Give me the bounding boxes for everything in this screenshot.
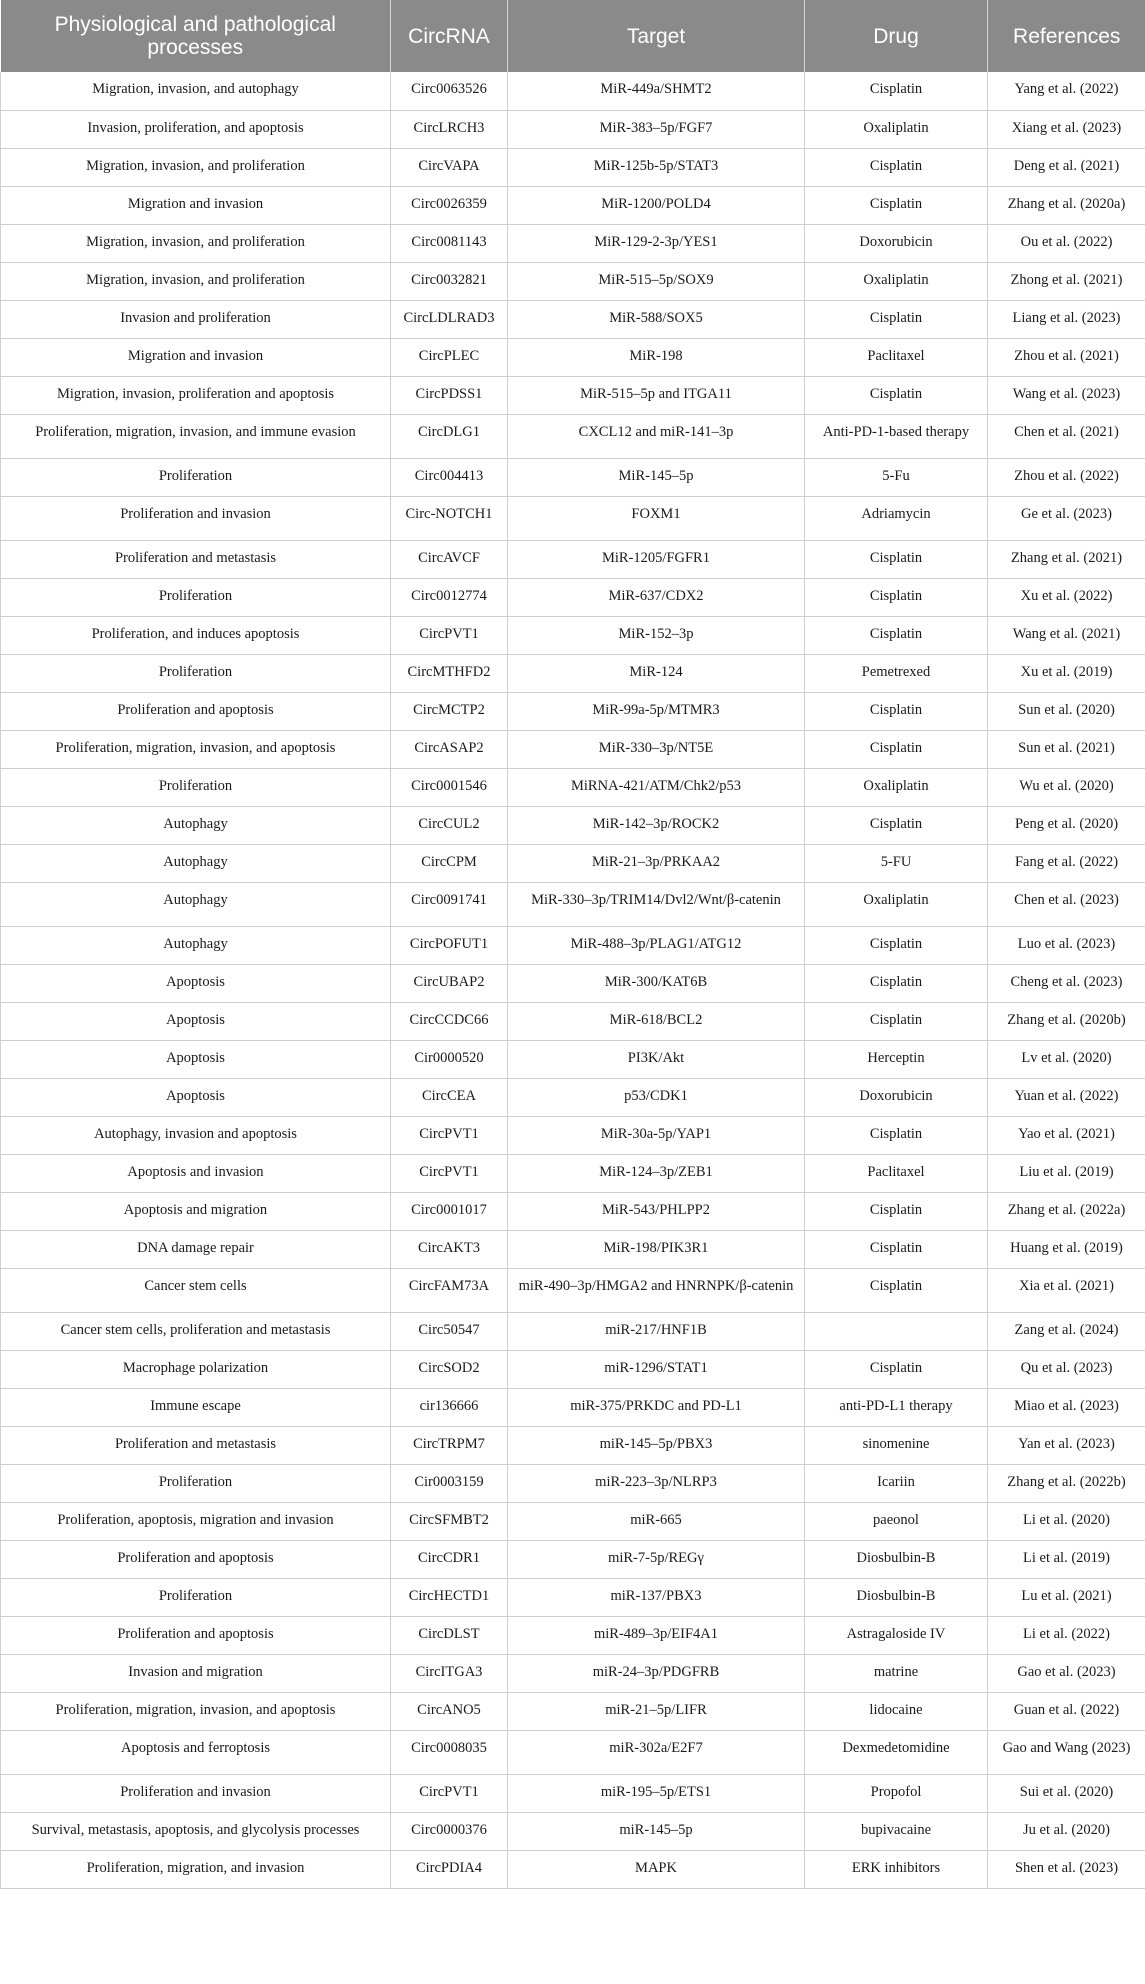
target-cell: MiR-125b-5p/STAT3 <box>508 148 805 186</box>
table-row <box>1 730 1145 768</box>
table-row <box>1 224 1145 262</box>
process-cell: Apoptosis and ferroptosis <box>1 1730 391 1774</box>
circrna-cell: CircASAP2 <box>391 730 508 768</box>
process-cell: Proliferation and invasion <box>1 1774 391 1812</box>
drug-cell: Paclitaxel <box>805 1154 988 1192</box>
process-cell: Proliferation <box>1 1578 391 1616</box>
target-cell: miR-665 <box>508 1502 805 1540</box>
circrna-cell: CircDLG1 <box>391 414 508 458</box>
reference-cell: Sun et al. (2021) <box>988 730 1145 768</box>
target-cell: miR-489–3p/EIF4A1 <box>508 1616 805 1654</box>
circrna-cell: CircLDLRAD3 <box>391 300 508 338</box>
circrna-cell: CircHECTD1 <box>391 1578 508 1616</box>
table-row <box>1 1350 1145 1388</box>
table-row <box>1 1116 1145 1154</box>
circrna-cell: Circ0000376 <box>391 1812 508 1850</box>
process-cell: Macrophage polarization <box>1 1350 391 1388</box>
drug-cell: Oxaliplatin <box>805 768 988 806</box>
table-row <box>1 1692 1145 1730</box>
circrna-cell: CircANO5 <box>391 1692 508 1730</box>
circrna-cell: CircPVT1 <box>391 1154 508 1192</box>
circrna-cell: CircAVCF <box>391 540 508 578</box>
table-row <box>1 110 1145 148</box>
circrna-cell: CircMTHFD2 <box>391 654 508 692</box>
target-cell: MiR-198/PIK3R1 <box>508 1230 805 1268</box>
drug-cell: Cisplatin <box>805 578 988 616</box>
target-cell: miR-195–5p/ETS1 <box>508 1774 805 1812</box>
target-cell: PI3K/Akt <box>508 1040 805 1078</box>
target-cell: miR-24–3p/PDGFRB <box>508 1654 805 1692</box>
circrna-cell: CircVAPA <box>391 148 508 186</box>
target-cell: MiR-515–5p and ITGA11 <box>508 376 805 414</box>
table-row <box>1 376 1145 414</box>
reference-cell: Lu et al. (2021) <box>988 1578 1145 1616</box>
header-processes: Physiological and pathological processes <box>1 0 391 72</box>
process-cell: Apoptosis and migration <box>1 1192 391 1230</box>
drug-cell: Adriamycin <box>805 496 988 540</box>
circrna-cell: Cir0003159 <box>391 1464 508 1502</box>
circrna-cell: CircCDR1 <box>391 1540 508 1578</box>
drug-cell: matrine <box>805 1654 988 1692</box>
process-cell: Proliferation and invasion <box>1 496 391 540</box>
target-cell: MiR-142–3p/ROCK2 <box>508 806 805 844</box>
circrna-cell: CircITGA3 <box>391 1654 508 1692</box>
drug-cell: Cisplatin <box>805 1268 988 1312</box>
table-row <box>1 1268 1145 1312</box>
table-row <box>1 458 1145 496</box>
process-cell: Proliferation, apoptosis, migration and invasion <box>1 1502 391 1540</box>
process-cell: Migration, invasion, and proliferation <box>1 148 391 186</box>
table-row <box>1 654 1145 692</box>
table-row <box>1 300 1145 338</box>
process-cell: Proliferation and apoptosis <box>1 1616 391 1654</box>
reference-cell: Zhou et al. (2021) <box>988 338 1145 376</box>
table-row <box>1 692 1145 730</box>
drug-cell: Cisplatin <box>805 1116 988 1154</box>
process-cell: Proliferation and apoptosis <box>1 692 391 730</box>
reference-cell: Liu et al. (2019) <box>988 1154 1145 1192</box>
drug-cell: bupivacaine <box>805 1812 988 1850</box>
process-cell: Autophagy <box>1 882 391 926</box>
drug-cell: Pemetrexed <box>805 654 988 692</box>
circrna-cell: CircAKT3 <box>391 1230 508 1268</box>
reference-cell: Fang et al. (2022) <box>988 844 1145 882</box>
target-cell: MiRNA-421/ATM/Chk2/p53 <box>508 768 805 806</box>
circrna-cell: CircPDSS1 <box>391 376 508 414</box>
process-cell: Autophagy <box>1 926 391 964</box>
drug-cell: Cisplatin <box>805 926 988 964</box>
drug-cell: Cisplatin <box>805 1192 988 1230</box>
reference-cell: Yao et al. (2021) <box>988 1116 1145 1154</box>
target-cell: MiR-383–5p/FGF7 <box>508 110 805 148</box>
reference-cell: Li et al. (2020) <box>988 1502 1145 1540</box>
table-row <box>1 1540 1145 1578</box>
circrna-cell: CircPOFUT1 <box>391 926 508 964</box>
header-row <box>1 0 1145 72</box>
circrna-cell: Circ0063526 <box>391 72 508 110</box>
table-row <box>1 1040 1145 1078</box>
target-cell: p53/CDK1 <box>508 1078 805 1116</box>
process-cell: Proliferation <box>1 768 391 806</box>
process-cell: Cancer stem cells <box>1 1268 391 1312</box>
reference-cell: Peng et al. (2020) <box>988 806 1145 844</box>
process-cell: Autophagy <box>1 844 391 882</box>
target-cell: MiR-588/SOX5 <box>508 300 805 338</box>
target-cell: miR-145–5p <box>508 1812 805 1850</box>
table-row <box>1 964 1145 1002</box>
reference-cell: Deng et al. (2021) <box>988 148 1145 186</box>
circrna-cell: CircLRCH3 <box>391 110 508 148</box>
target-cell: MAPK <box>508 1850 805 1888</box>
circrna-cell: CircMCTP2 <box>391 692 508 730</box>
target-cell: miR-21–5p/LIFR <box>508 1692 805 1730</box>
circrna-cell: Circ0008035 <box>391 1730 508 1774</box>
target-cell: CXCL12 and miR-141–3p <box>508 414 805 458</box>
process-cell: Autophagy, invasion and apoptosis <box>1 1116 391 1154</box>
target-cell: MiR-124 <box>508 654 805 692</box>
drug-cell <box>805 1312 988 1350</box>
table-row <box>1 578 1145 616</box>
drug-cell: Cisplatin <box>805 806 988 844</box>
circrna-cell: Circ0091741 <box>391 882 508 926</box>
process-cell: Apoptosis <box>1 1002 391 1040</box>
drug-cell: Cisplatin <box>805 1230 988 1268</box>
reference-cell: Shen et al. (2023) <box>988 1850 1145 1888</box>
reference-cell: Liang et al. (2023) <box>988 300 1145 338</box>
circrna-cell: cir136666 <box>391 1388 508 1426</box>
target-cell: MiR-1205/FGFR1 <box>508 540 805 578</box>
process-cell: Proliferation, migration, invasion, and immune evasion <box>1 414 391 458</box>
circrna-cell: CircPLEC <box>391 338 508 376</box>
drug-cell: lidocaine <box>805 1692 988 1730</box>
process-cell: Autophagy <box>1 806 391 844</box>
drug-cell: Propofol <box>805 1774 988 1812</box>
process-cell: DNA damage repair <box>1 1230 391 1268</box>
reference-cell: Zhang et al. (2020b) <box>988 1002 1145 1040</box>
drug-cell: Cisplatin <box>805 186 988 224</box>
target-cell: MiR-618/BCL2 <box>508 1002 805 1040</box>
reference-cell: Huang et al. (2019) <box>988 1230 1145 1268</box>
process-cell: Proliferation and metastasis <box>1 540 391 578</box>
table-row <box>1 414 1145 458</box>
circrna-cell: CircSOD2 <box>391 1350 508 1388</box>
reference-cell: Lv et al. (2020) <box>988 1040 1145 1078</box>
header-target: Target <box>508 0 805 72</box>
process-cell: Cancer stem cells, proliferation and metastasis <box>1 1312 391 1350</box>
circrna-cell: Circ-NOTCH1 <box>391 496 508 540</box>
reference-cell: Ju et al. (2020) <box>988 1812 1145 1850</box>
drug-cell: sinomenine <box>805 1426 988 1464</box>
target-cell: MiR-129-2-3p/YES1 <box>508 224 805 262</box>
target-cell: MiR-124–3p/ZEB1 <box>508 1154 805 1192</box>
process-cell: Proliferation and metastasis <box>1 1426 391 1464</box>
drug-cell: Diosbulbin-B <box>805 1540 988 1578</box>
table-row <box>1 844 1145 882</box>
table-row <box>1 882 1145 926</box>
table-row <box>1 806 1145 844</box>
table-row <box>1 616 1145 654</box>
process-cell: Proliferation <box>1 654 391 692</box>
drug-cell: Cisplatin <box>805 616 988 654</box>
circrna-cell: Circ004413 <box>391 458 508 496</box>
circrna-cell: CircPVT1 <box>391 1774 508 1812</box>
table-row <box>1 768 1145 806</box>
circrna-cell: Circ0001546 <box>391 768 508 806</box>
target-cell: miR-217/HNF1B <box>508 1312 805 1350</box>
reference-cell: Xiang et al. (2023) <box>988 110 1145 148</box>
circrna-cell: Circ0012774 <box>391 578 508 616</box>
reference-cell: Yan et al. (2023) <box>988 1426 1145 1464</box>
table-row <box>1 186 1145 224</box>
table-row <box>1 1192 1145 1230</box>
target-cell: miR-375/PRKDC and PD-L1 <box>508 1388 805 1426</box>
reference-cell: Xia et al. (2021) <box>988 1268 1145 1312</box>
target-cell: MiR-515–5p/SOX9 <box>508 262 805 300</box>
drug-cell: Cisplatin <box>805 376 988 414</box>
target-cell: FOXM1 <box>508 496 805 540</box>
drug-cell: Doxorubicin <box>805 1078 988 1116</box>
process-cell: Migration and invasion <box>1 338 391 376</box>
drug-cell: Cisplatin <box>805 300 988 338</box>
circrna-cell: CircDLST <box>391 1616 508 1654</box>
reference-cell: Yang et al. (2022) <box>988 72 1145 110</box>
reference-cell: Wang et al. (2021) <box>988 616 1145 654</box>
drug-cell: Oxaliplatin <box>805 882 988 926</box>
target-cell: miR-302a/E2F7 <box>508 1730 805 1774</box>
drug-cell: Doxorubicin <box>805 224 988 262</box>
process-cell: Invasion and migration <box>1 1654 391 1692</box>
drug-cell: Cisplatin <box>805 964 988 1002</box>
drug-cell: paeonol <box>805 1502 988 1540</box>
circrna-cell: Circ0081143 <box>391 224 508 262</box>
target-cell: miR-137/PBX3 <box>508 1578 805 1616</box>
header-drug: Drug <box>805 0 988 72</box>
process-cell: Migration, invasion, and proliferation <box>1 262 391 300</box>
drug-cell: Herceptin <box>805 1040 988 1078</box>
drug-cell: Cisplatin <box>805 730 988 768</box>
process-cell: Survival, metastasis, apoptosis, and glycolysis processes <box>1 1812 391 1850</box>
process-cell: Apoptosis and invasion <box>1 1154 391 1192</box>
target-cell: miR-145–5p/PBX3 <box>508 1426 805 1464</box>
circrna-cell: CircCCDC66 <box>391 1002 508 1040</box>
drug-cell: Cisplatin <box>805 540 988 578</box>
reference-cell: Zhong et al. (2021) <box>988 262 1145 300</box>
table-row <box>1 1812 1145 1850</box>
circrna-cell: CircUBAP2 <box>391 964 508 1002</box>
target-cell: MiR-21–3p/PRKAA2 <box>508 844 805 882</box>
table-row <box>1 1850 1145 1888</box>
header-circrna: CircRNA <box>391 0 508 72</box>
process-cell: Apoptosis <box>1 964 391 1002</box>
drug-cell: Paclitaxel <box>805 338 988 376</box>
reference-cell: Zhang et al. (2020a) <box>988 186 1145 224</box>
process-cell: Migration, invasion, proliferation and apoptosis <box>1 376 391 414</box>
process-cell: Invasion, proliferation, and apoptosis <box>1 110 391 148</box>
reference-cell: Cheng et al. (2023) <box>988 964 1145 1002</box>
circrna-cell: Circ0026359 <box>391 186 508 224</box>
reference-cell: Xu et al. (2022) <box>988 578 1145 616</box>
target-cell: MiR-330–3p/TRIM14/Dvl2/Wnt/β-catenin <box>508 882 805 926</box>
target-cell: miR-223–3p/NLRP3 <box>508 1464 805 1502</box>
reference-cell: Qu et al. (2023) <box>988 1350 1145 1388</box>
reference-cell: Chen et al. (2023) <box>988 882 1145 926</box>
circrna-cell: CircCPM <box>391 844 508 882</box>
reference-cell: Sun et al. (2020) <box>988 692 1145 730</box>
table-row <box>1 1464 1145 1502</box>
reference-cell: Ge et al. (2023) <box>988 496 1145 540</box>
target-cell: MiR-1200/POLD4 <box>508 186 805 224</box>
process-cell: Migration and invasion <box>1 186 391 224</box>
table-row <box>1 1616 1145 1654</box>
table-row <box>1 540 1145 578</box>
drug-cell: Anti-PD-1-based therapy <box>805 414 988 458</box>
reference-cell: Ou et al. (2022) <box>988 224 1145 262</box>
circrna-cell: CircFAM73A <box>391 1268 508 1312</box>
reference-cell: Gao and Wang (2023) <box>988 1730 1145 1774</box>
drug-cell: anti-PD-L1 therapy <box>805 1388 988 1426</box>
target-cell: MiR-198 <box>508 338 805 376</box>
circrna-cell: CircCEA <box>391 1078 508 1116</box>
reference-cell: Li et al. (2019) <box>988 1540 1145 1578</box>
circrna-cell: CircTRPM7 <box>391 1426 508 1464</box>
reference-cell: Gao et al. (2023) <box>988 1654 1145 1692</box>
reference-cell: Sui et al. (2020) <box>988 1774 1145 1812</box>
process-cell: Proliferation, migration, invasion, and apoptosis <box>1 1692 391 1730</box>
circrna-cell: CircCUL2 <box>391 806 508 844</box>
target-cell: MiR-330–3p/NT5E <box>508 730 805 768</box>
drug-cell: Cisplatin <box>805 1350 988 1388</box>
process-cell: Apoptosis <box>1 1078 391 1116</box>
reference-cell: Guan et al. (2022) <box>988 1692 1145 1730</box>
target-cell: miR-7-5p/REGγ <box>508 1540 805 1578</box>
drug-cell: Astragaloside IV <box>805 1616 988 1654</box>
table-row <box>1 926 1145 964</box>
drug-cell: 5-FU <box>805 844 988 882</box>
circrna-cell: CircPVT1 <box>391 616 508 654</box>
table-row <box>1 1002 1145 1040</box>
drug-cell: Diosbulbin-B <box>805 1578 988 1616</box>
circrna-cell: Circ0001017 <box>391 1192 508 1230</box>
reference-cell: Luo et al. (2023) <box>988 926 1145 964</box>
table-row <box>1 338 1145 376</box>
header-references: References <box>988 0 1145 72</box>
process-cell: Apoptosis <box>1 1040 391 1078</box>
table-row <box>1 1312 1145 1350</box>
target-cell: MiR-300/KAT6B <box>508 964 805 1002</box>
process-cell: Migration, invasion, and autophagy <box>1 72 391 110</box>
circrna-cell: CircSFMBT2 <box>391 1502 508 1540</box>
drug-cell: Icariin <box>805 1464 988 1502</box>
table-row <box>1 496 1145 540</box>
table-row <box>1 72 1145 110</box>
table-row <box>1 1774 1145 1812</box>
drug-cell: Oxaliplatin <box>805 262 988 300</box>
target-cell: MiR-637/CDX2 <box>508 578 805 616</box>
drug-cell: Dexmedetomidine <box>805 1730 988 1774</box>
process-cell: Proliferation, migration, and invasion <box>1 1850 391 1888</box>
circrna-cell: CircPDIA4 <box>391 1850 508 1888</box>
target-cell: miR-490–3p/HMGA2 and HNRNPK/β-catenin <box>508 1268 805 1312</box>
target-cell: MiR-152–3p <box>508 616 805 654</box>
reference-cell: Zhou et al. (2022) <box>988 458 1145 496</box>
drug-cell: Cisplatin <box>805 1002 988 1040</box>
process-cell: Migration, invasion, and proliferation <box>1 224 391 262</box>
circrna-cell: Circ50547 <box>391 1312 508 1350</box>
table-row <box>1 1730 1145 1774</box>
table-row <box>1 1578 1145 1616</box>
table-row <box>1 1230 1145 1268</box>
process-cell: Immune escape <box>1 1388 391 1426</box>
reference-cell: Li et al. (2022) <box>988 1616 1145 1654</box>
table-row <box>1 1388 1145 1426</box>
circrna-cell: CircPVT1 <box>391 1116 508 1154</box>
reference-cell: Xu et al. (2019) <box>988 654 1145 692</box>
process-cell: Proliferation <box>1 1464 391 1502</box>
table-row <box>1 1154 1145 1192</box>
table-row <box>1 262 1145 300</box>
drug-cell: Cisplatin <box>805 148 988 186</box>
circrna-cell: Circ0032821 <box>391 262 508 300</box>
reference-cell: Miao et al. (2023) <box>988 1388 1145 1426</box>
process-cell: Proliferation, migration, invasion, and apoptosis <box>1 730 391 768</box>
target-cell: MiR-488–3p/PLAG1/ATG12 <box>508 926 805 964</box>
table-row <box>1 1078 1145 1116</box>
table-header <box>1 0 1145 72</box>
drug-cell: ERK inhibitors <box>805 1850 988 1888</box>
drug-cell: Oxaliplatin <box>805 110 988 148</box>
target-cell: MiR-30a-5p/YAP1 <box>508 1116 805 1154</box>
process-cell: Proliferation, and induces apoptosis <box>1 616 391 654</box>
reference-cell: Yuan et al. (2022) <box>988 1078 1145 1116</box>
target-cell: MiR-145–5p <box>508 458 805 496</box>
target-cell: miR-1296/STAT1 <box>508 1350 805 1388</box>
table-body <box>1 72 1145 1888</box>
reference-cell: Zhang et al. (2022b) <box>988 1464 1145 1502</box>
reference-cell: Zang et al. (2024) <box>988 1312 1145 1350</box>
table-row <box>1 148 1145 186</box>
table-row <box>1 1426 1145 1464</box>
drug-cell: 5-Fu <box>805 458 988 496</box>
table-row <box>1 1502 1145 1540</box>
reference-cell: Zhang et al. (2021) <box>988 540 1145 578</box>
reference-cell: Chen et al. (2021) <box>988 414 1145 458</box>
reference-cell: Zhang et al. (2022a) <box>988 1192 1145 1230</box>
process-cell: Proliferation <box>1 458 391 496</box>
target-cell: MiR-543/PHLPP2 <box>508 1192 805 1230</box>
target-cell: MiR-99a-5p/MTMR3 <box>508 692 805 730</box>
process-cell: Proliferation and apoptosis <box>1 1540 391 1578</box>
reference-cell: Wang et al. (2023) <box>988 376 1145 414</box>
circrna-cell: Cir0000520 <box>391 1040 508 1078</box>
reference-cell: Wu et al. (2020) <box>988 768 1145 806</box>
process-cell: Invasion and proliferation <box>1 300 391 338</box>
drug-cell: Cisplatin <box>805 72 988 110</box>
target-cell: MiR-449a/SHMT2 <box>508 72 805 110</box>
drug-cell: Cisplatin <box>805 692 988 730</box>
process-cell: Proliferation <box>1 578 391 616</box>
table-row <box>1 1654 1145 1692</box>
